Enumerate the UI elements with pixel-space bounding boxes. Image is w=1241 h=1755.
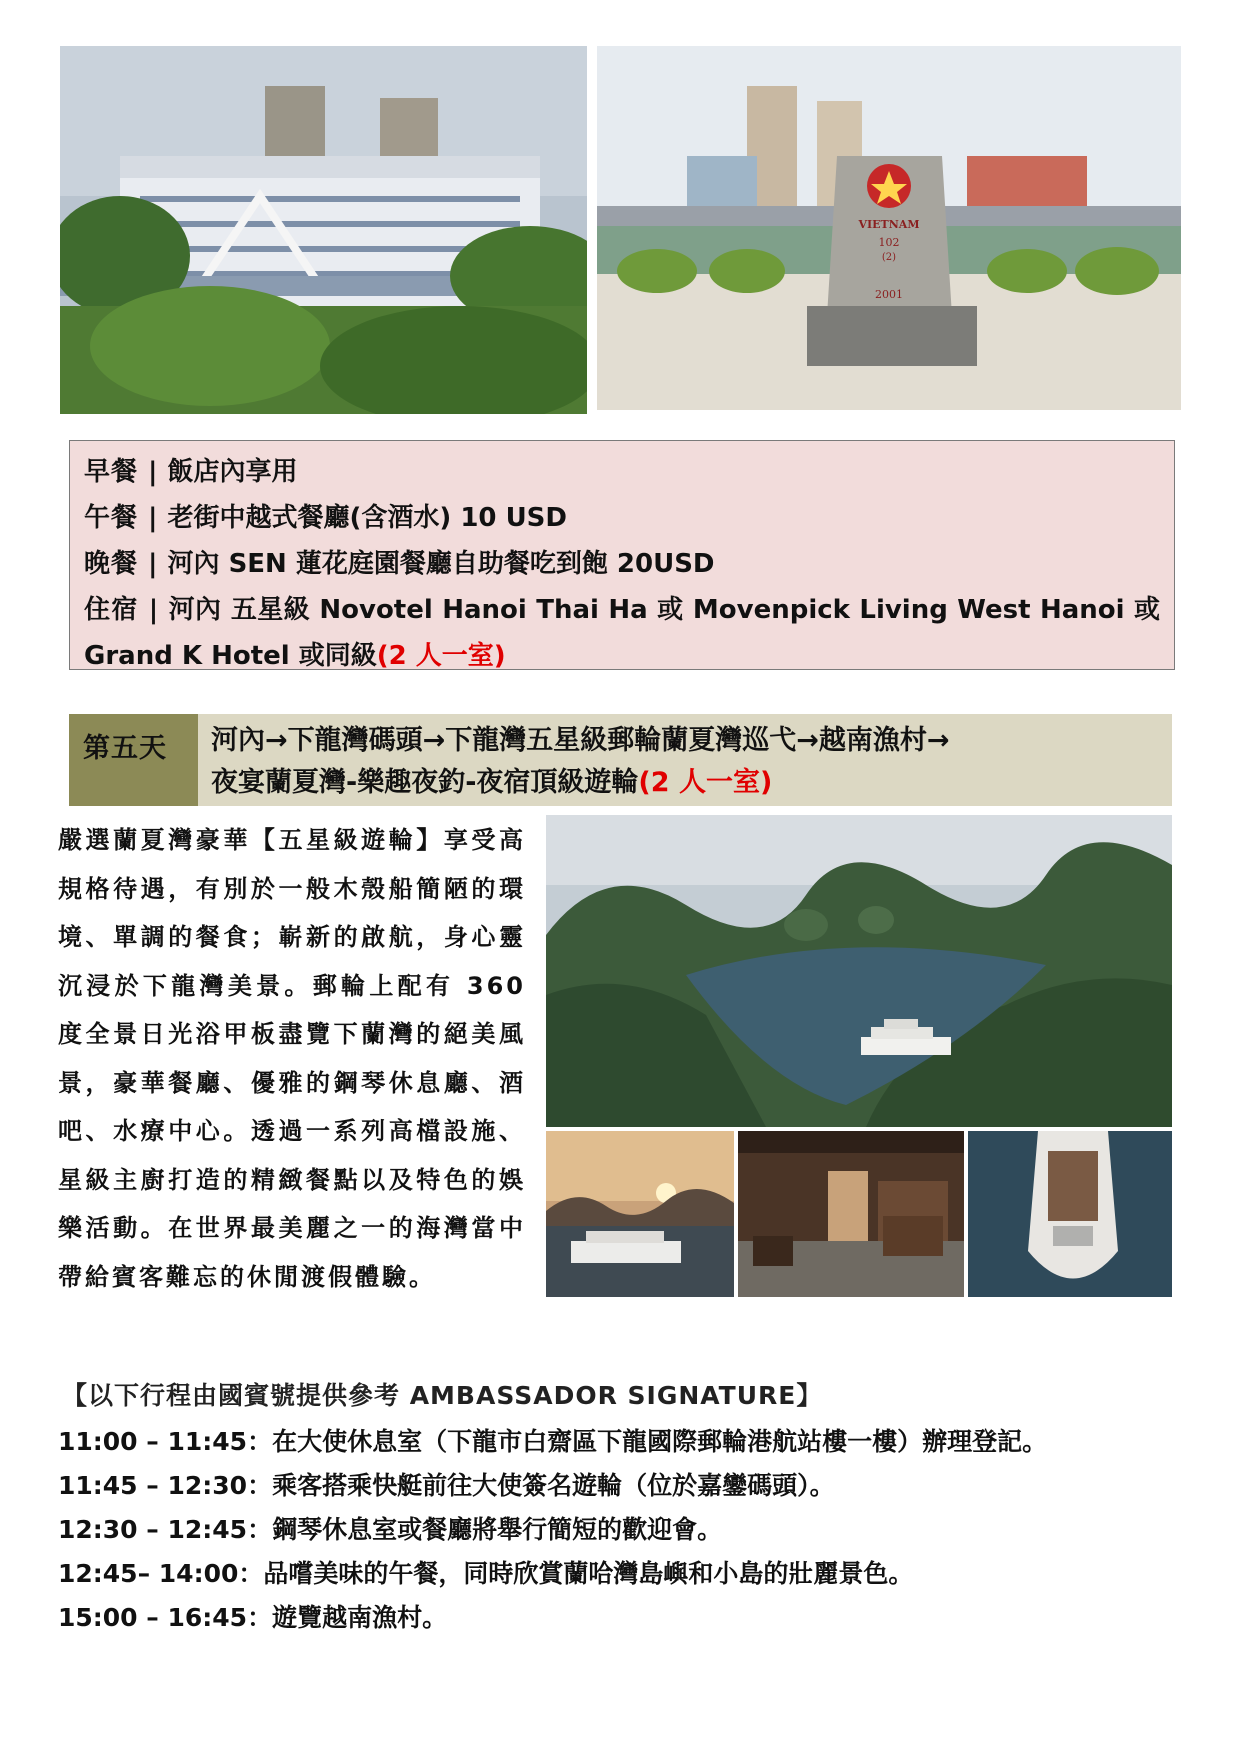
marker-sub-text: (2) [881,252,897,263]
schedule-title: 【以下行程由國賓號提供參考 AMBASSADOR SIGNATURE】 [62,1381,823,1410]
breakfast-separator: | [148,457,158,487]
schedule-list [58,1420,1208,1640]
day-title-line2-text: 夜宴蘭夏灣-樂趣夜釣-夜宿頂級遊輪 [211,767,639,798]
marker-year-text: 2001 [875,288,903,301]
day-title [211,720,1166,804]
day-header [69,714,1172,806]
schedule-row: 11:00 – 11:45：在大使休息室（下龍市白齋區下龍國際郵輪港航站樓一樓）辦理登記。 [58,1427,1048,1456]
schedule-row: 15:00 – 16:45：遊覽越南漁村。 [58,1603,448,1632]
lodging-text: 河內 五星級 Novotel Hanoi Thai Ha 或 Movenpick Living West Hanoi 或 Grand K Hotel 或同級 [84,595,1160,671]
breakfast-text: 飯店內享用 [167,457,298,487]
lunch-label: 午餐 [84,503,139,533]
lodging-room-note: (2 人一室) [376,641,506,671]
lunch-separator: | [148,503,158,533]
marker-country-text: VIETNAM [858,218,920,231]
day-title-room-note: (2 人一室) [638,767,773,798]
dinner-text: 河內 SEN 蓮花庭園餐廳自助餐吃到飽 20USD [167,549,715,579]
lunch-row [84,495,1160,541]
cruise-aerial-photo [968,1131,1172,1297]
breakfast-label: 早餐 [84,457,139,487]
dinner-row [84,541,1160,587]
marker-number-text: 102 [878,236,900,249]
border-marker-photo [597,46,1181,410]
border-gate-photo [60,46,587,414]
halong-bay-photo [546,815,1172,1127]
day-title-line2 [211,762,1166,804]
dinner-label: 晚餐 [84,549,139,579]
day-title-line1: 河內→下龍灣碼頭→下龍灣五星級郵輪蘭夏灣巡弋→越南漁村→ [211,725,950,756]
meals-info-box [69,440,1175,670]
cruise-interior-photo [738,1131,964,1297]
dinner-separator: | [148,549,158,579]
schedule-row: 11:45 – 12:30：乘客搭乘快艇前往大使簽名遊輪（位於嘉鑾碼頭）。 [58,1471,835,1500]
schedule-row: 12:30 – 12:45：鋼琴休息室或餐廳將舉行簡短的歡迎會。 [58,1515,723,1544]
lodging-row [84,587,1160,679]
lodging-separator: | [148,595,159,625]
lunch-text: 老街中越式餐廳(含酒水) 10 USD [167,503,567,533]
day-tag: 第五天 [69,714,198,806]
cruise-description: 嚴選蘭夏灣豪華【五星級遊輪】享受高規格待遇，有別於一般木殼船簡陋的環境、單調的餐食；嶄新的啟航，身心靈沉浸於下龍灣美景。郵輪上配有 360 度全景日光浴甲板盡覽下蘭灣的絕美風景，豪華餐廳、優雅的鋼琴休息廳、酒吧、水療中心。透過一系列高檔設施、星級主廚打造的精緻餐點以及特色的娛樂活動。在世界最美麗之一的海灣當中帶給賓客難忘的休閒渡假體驗。 [58,826,526,1291]
breakfast-row [84,449,1160,495]
lodging-label: 住宿 [84,595,139,625]
cruise-sunset-photo [546,1131,734,1297]
schedule-row: 12:45– 14:00：品嚐美味的午餐，同時欣賞蘭哈灣島嶼和小島的壯麗景色。 [58,1559,914,1588]
